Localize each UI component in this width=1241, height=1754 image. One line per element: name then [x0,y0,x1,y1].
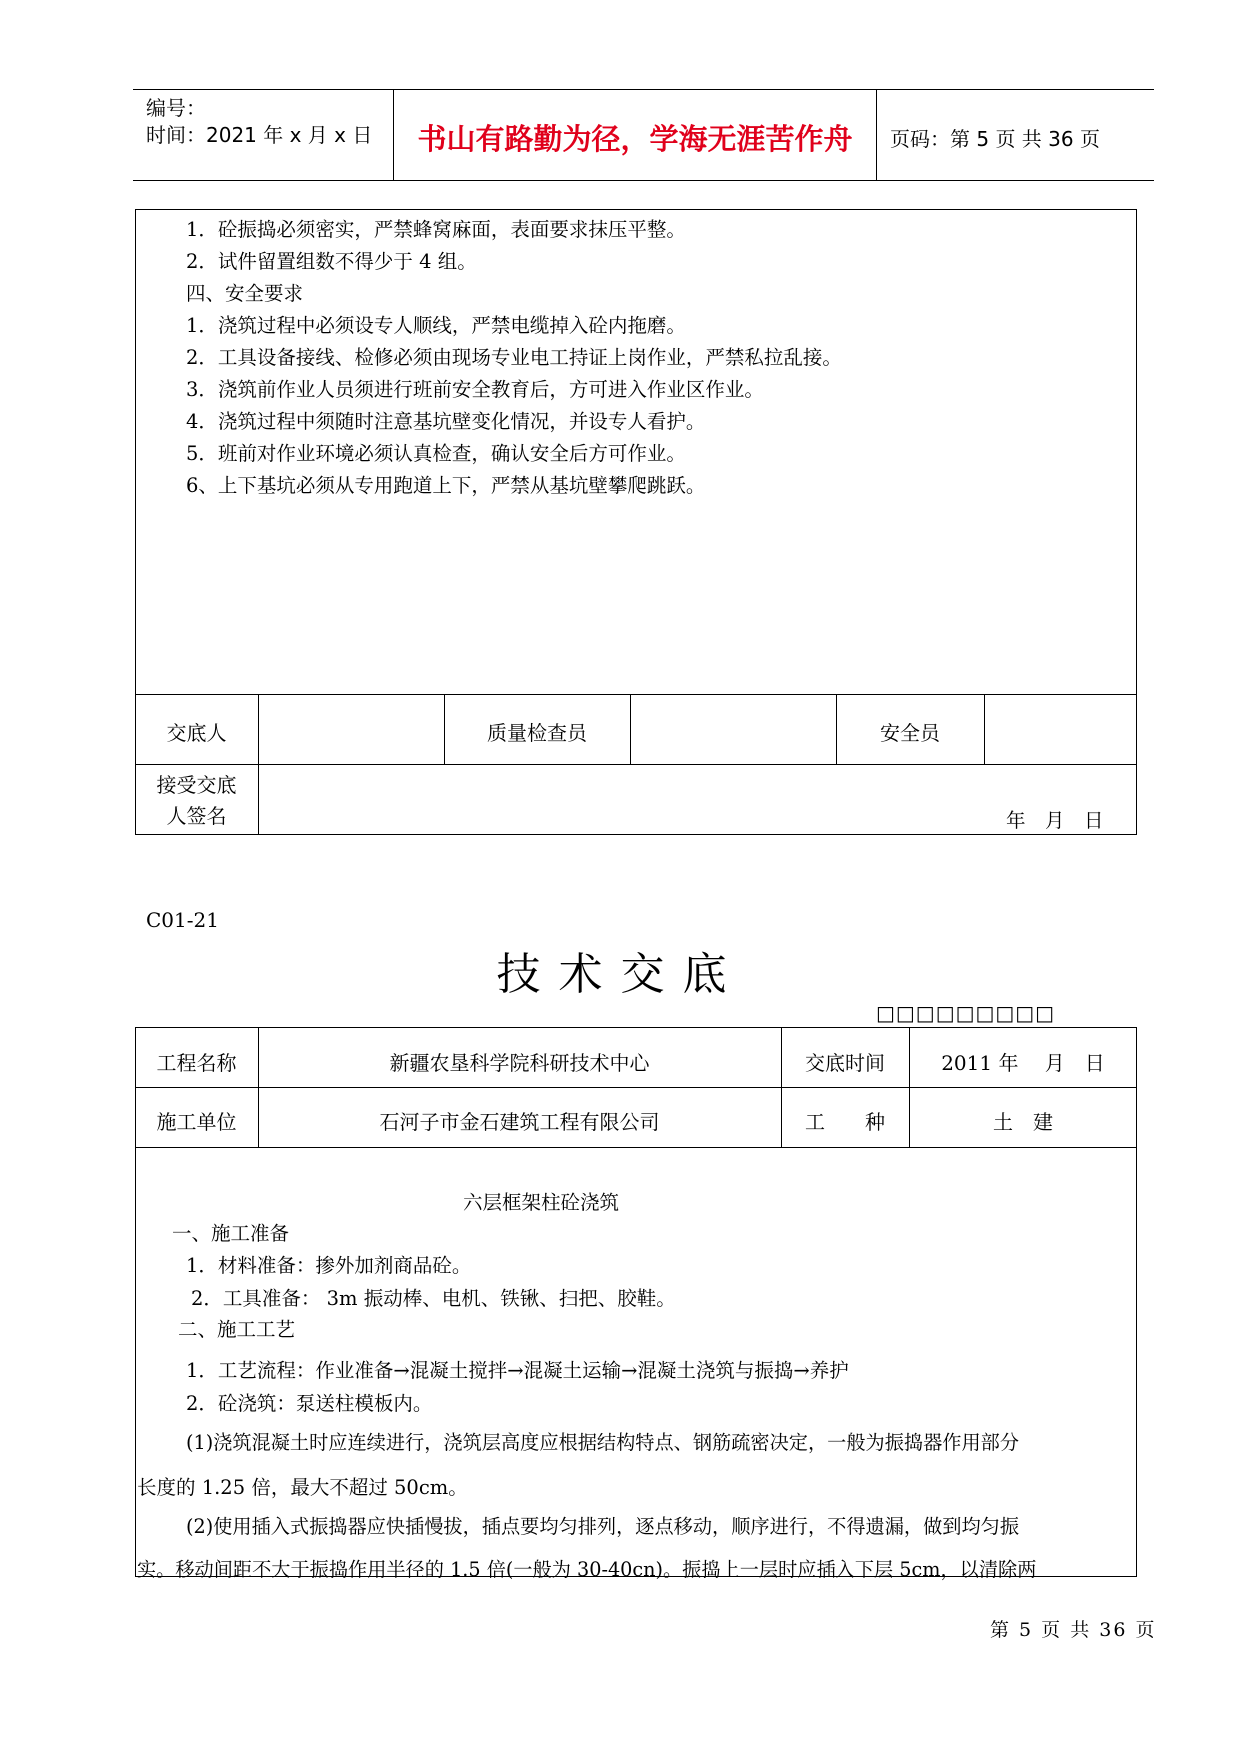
project-name-label: 工程名称 [156,1051,237,1075]
b1-line-9: 6、上下基坑必须从专用跑道上下，严禁从基坑壁攀爬跳跃。 [186,474,706,497]
b2-line-1: 一、施工准备 [172,1222,290,1245]
info-row-rule-1 [135,1087,1137,1088]
trade-label: 工 种 [805,1110,885,1134]
form-code: C01-21 [146,908,219,932]
b2-line-5: 1．工艺流程：作业准备→混凝土搅拌→混凝土运输→混凝土浇筑与振捣→养护 [186,1359,849,1382]
b2-line-2: 1．材料准备：掺外加剂商品砼。 [186,1254,472,1277]
sign-col-rule-3 [630,694,631,764]
info-row-rule-2 [135,1147,1137,1148]
b1-line-1: 1．砼振捣必须密实，严禁蜂窝麻面，表面要求抹压平整。 [186,218,686,241]
b1-line-5: 2．工具设备接线、检修必须由现场专业电工持证上岗作业，严禁私拉乱接。 [186,346,842,369]
b1-line-8: 5．班前对作业环境必须认真检查，确认安全后方可作业。 [186,442,686,465]
disclosure-time-label: 交底时间 [805,1051,885,1075]
b1-line-3: 四、安全要求 [186,282,304,305]
b2-line-10: 实。移动间距不大于振捣作用半径的 1.5 倍(一般为 30-40cn)。振捣上一层时应插入下层 5cm，以清除两 [137,1558,1037,1581]
project-name-value: 新疆农垦科学院科研技术中心 [389,1051,650,1075]
sign-row-top-rule [135,694,1137,695]
trade-value: 土 建 [993,1110,1053,1134]
header-divider-right [876,89,877,181]
b2-line-4: 二、施工工艺 [178,1318,296,1341]
b1-line-7: 4．浇筑过程中须随时注意基坑壁变化情况，并设专人看护。 [186,410,706,433]
b2-line-8: 长度的 1.25 倍，最大不超过 50cm。 [137,1476,468,1499]
b1-line-4: 1．浇筑过程中必须设专人顺线，严禁电缆掉入砼内拖磨。 [186,314,686,337]
sign-col-rule-1 [258,694,259,835]
header-bottom-rule [133,180,1154,181]
construction-unit-value: 石河子市金石建筑工程有限公司 [379,1110,660,1134]
b2-line-7: (1)浇筑混凝土时应连续进行，浇筑层高度应根据结构特点、钢筋疏密决定，一般为振捣器作用部分 [186,1431,1020,1454]
header-time-label: 时间：2021 年 x 月 x 日 [146,123,373,147]
header-number-label: 编号： [146,96,206,120]
sign-col-rule-5 [984,694,985,764]
discloser-label: 交底人 [166,721,227,745]
sign-date: 年 月 日 [1006,809,1104,832]
safety-officer-label: 安全员 [880,721,940,745]
placeholder-squares: □□□□□□□□□ [876,1001,1056,1025]
header-divider-left [393,89,394,181]
quality-inspector-label: 质量检查员 [487,721,587,745]
b2-line-3: 2．工具准备： 3m 振动棒、电机、铁锹、扫把、胶鞋。 [191,1287,676,1310]
page-title: 技术交底 [496,949,745,1000]
b1-line-6: 3．浇筑前作业人员须进行班前安全教育后，方可进入作业区作业。 [186,378,764,401]
b2-line-6: 2．砼浇筑：泵送柱模板内。 [186,1392,433,1415]
b2-heading: 六层框架柱砼浇筑 [463,1191,620,1214]
header-page-label: 页码：第 5 页 共 36 页 [890,127,1100,151]
b1-line-2: 2．试件留置组数不得少于 4 组。 [186,250,477,273]
construction-unit-label: 施工单位 [156,1110,237,1134]
receiver-label-line1: 接受交底 [156,773,237,797]
receiver-label-line2: 人签名 [166,804,227,828]
sign-row-mid-rule [135,764,1137,765]
header-motto: 书山有路勤为径，学海无涯苦作舟 [417,122,853,156]
disclosure-time-value: 2011 年 月 日 [941,1051,1105,1075]
header-top-rule [133,89,1154,90]
b2-line-9: (2)使用插入式振捣器应快插慢拔，插点要均匀排列，逐点移动，顺序进行，不得遗漏，做到均匀振 [186,1515,1020,1538]
footer-page-number: 第 5 页 共 36 页 [990,1619,1157,1641]
